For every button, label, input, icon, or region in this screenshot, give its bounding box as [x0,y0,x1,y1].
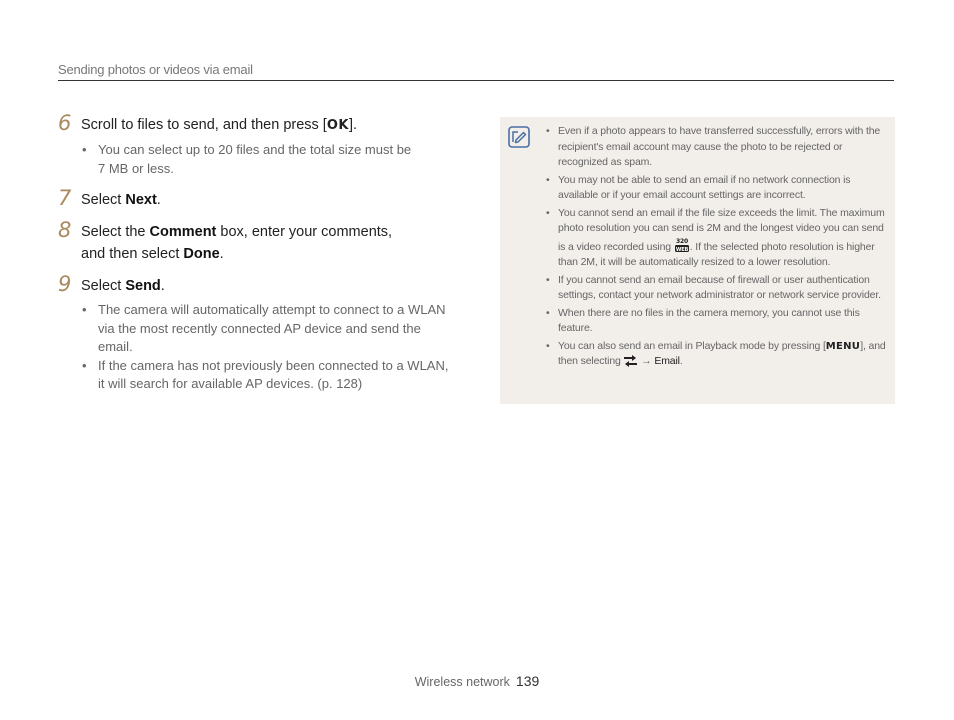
step-text-part: ]. [348,117,358,133]
note-item: • If you cannot send an email because of firewall or user authentication settings, contact your network administrator or network service provider. [545,273,887,304]
step-bullets [81,141,458,178]
ui-term-next: Next [125,192,157,208]
step-text [81,189,458,211]
step-text-part: . [160,278,165,294]
bullet-item: • You can select up to 20 files and the total size must be 7 MB or less. [81,141,418,178]
page-footer [0,673,954,689]
note-text-part: You cannot send an email if the file size exceeds the limit. The maximum photo resolution you can send is 2M and the longest video you can send is a video recorded using [558,206,885,253]
video-icon-label-top: 320 [675,237,688,245]
ok-button-glyph: OK [326,118,349,133]
step-text [81,114,458,137]
step-8 [58,218,411,265]
share-arrows-icon [623,354,638,367]
ui-term-comment: Comment [149,224,217,240]
step-text-part: . [219,246,224,262]
step-number: 6 [58,111,72,135]
notes-list [545,124,887,372]
bullet-item: • If the camera has not previously been connected to a WLAN, it will search for available AP devices. (p. 128) [81,357,458,394]
header-divider [58,80,894,81]
note-text-part: ], and then selecting [558,339,886,367]
step-number: 8 [58,218,72,242]
step-text [81,221,411,265]
step-text-part: Select the [81,224,150,240]
note-item: • When there are no files in the camera memory, you cannot use this feature. [545,306,887,337]
arrow-separator: → [638,355,655,367]
page-header-title: Sending photos or videos via email [58,62,253,77]
step-text-part: box, enter your comments, and then select [81,224,393,262]
ui-term-done: Done [183,246,220,262]
step-text-part: Scroll to files to send, and then press [ [81,117,327,133]
note-item [545,206,887,271]
footer-section: Wireless network [414,675,510,689]
note-text-part: You can also send an email in Playback mode by pressing [ [558,339,826,352]
bullet-item: • The camera will automatically attempt to connect to a WLAN via the most recently connected AP device and send the email. [81,301,458,357]
note-item: • Even if a photo appears to have transferred successfully, errors with the recipient's email account may cause the photo to be rejected or recognized as spam. [545,124,887,171]
step-bullets [81,301,458,394]
email-menu-term: Email [654,355,680,367]
step-text-part: Select [81,278,126,294]
note-item [545,339,887,370]
step-9 [58,272,458,394]
step-7 [58,186,458,211]
note-text-part: . If the selected photo resolution is higher than 2M, it will be automatically resized to a lower resolution. [558,240,875,268]
notes-box [500,117,895,404]
page-number: 139 [515,673,540,689]
video-icon-label-bottom: WEB [675,246,688,253]
note-pencil-icon [508,126,530,148]
note-item: • You may not be able to send an email if no network connection is available or if your email account settings are incorrect. [545,173,887,204]
step-text [81,275,458,297]
step-text-part: Select [81,192,126,208]
step-text-part: . [156,192,161,208]
menu-button-glyph: MENU [825,340,861,352]
video-320-web-icon [674,237,690,253]
step-number: 9 [58,272,72,296]
step-number: 7 [58,186,72,210]
steps-column [58,111,458,394]
step-6 [58,111,458,178]
ui-term-send: Send [125,278,161,294]
note-text-part: . [679,355,683,367]
